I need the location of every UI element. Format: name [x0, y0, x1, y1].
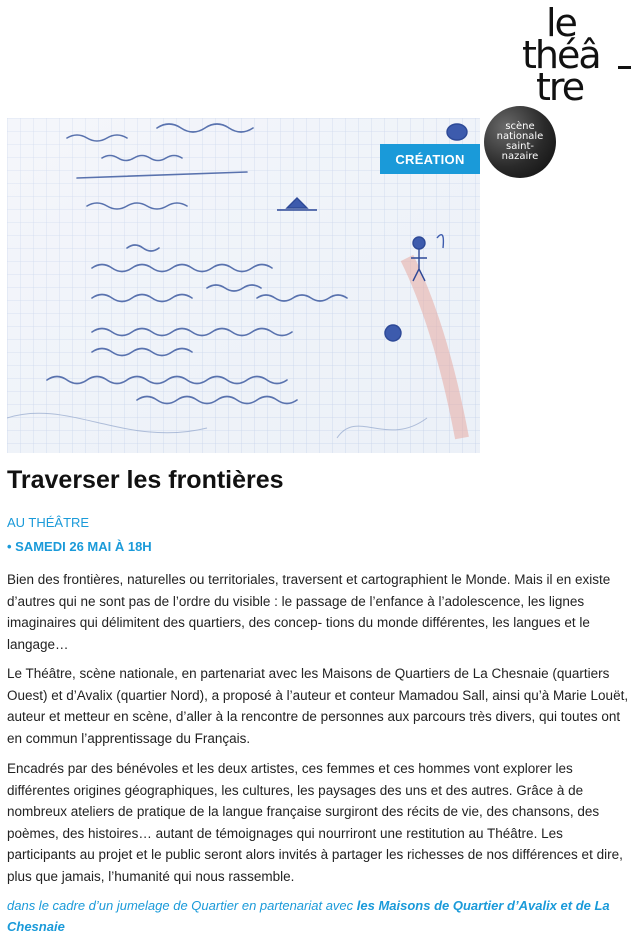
theatre-logo[interactable]	[518, 1, 637, 124]
badge-line-2: nationale	[496, 131, 544, 142]
logo-line-1: le	[546, 1, 576, 45]
article-paragraph-3: Encadrés par des bénévoles et les deux artistes, ces femmes et ces hommes vont explorer les différentes origines géographiques, les cultures, les paysages des uns et des autres. Grâce à de nombreux ateliers de pratique de la langue française surgiront des récits de vie, des chansons, des poèmes, des histoires… autant de témoignages qui nourriront une restitution au Théâtre. Les participants au projet et le public seront alors invités à partager les richesses de nos différences et dire, plus que jamais, l’humanité qui nous rassemble.	[7, 761, 623, 884]
partnership-note	[7, 895, 635, 937]
logo-line-3: tre	[536, 65, 584, 109]
scene-nationale-badge	[484, 106, 556, 178]
badge-line-4: nazaire	[501, 151, 539, 162]
article-title: Traverser les frontières	[7, 466, 284, 494]
article-paragraph-2: Le Théâtre, scène nationale, en partenariat avec les Maisons de Quartiers de La Chesnaie (quartiers Ouest) et d’Avalix (quartier Nord), a proposé à l’auteur et conteur Mamadou Sall, ainsi qu’à Marie Louët, auteur et metteur en scène, d’aller à la rencontre de personnes aux parcours très divers, qui toutes ont en commun l’apprentissage du Français.	[7, 666, 629, 746]
event-date: • SAMEDI 26 MAI À 18H	[7, 539, 152, 554]
partnership-prefix: dans le cadre d’un jumelage de Quartier en partenariat avec	[7, 898, 357, 913]
logo-line-2: théâ	[522, 33, 600, 77]
badge-line-3: saint-	[506, 141, 534, 152]
venue-label: AU THÉÂTRE	[7, 515, 90, 530]
creation-tag: CRÉATION	[380, 144, 480, 174]
logo-dash	[618, 66, 631, 69]
partnership-link[interactable]: les Maisons de Quartier d’Avalix et de La Chesnaie	[7, 898, 610, 934]
badge-line-1: scène	[505, 121, 535, 132]
article-paragraph-1: Bien des frontières, naturelles ou territoriales, traversent et cartographient le Monde. Mais il en existe d’autres qui ne sont pas de l’ordre du visible : le passage de l’enfance à l’adolescence, les lignes imaginaires qui délimitent des quartiers, des concep- tions du monde différentes, les langues et le langage…	[7, 572, 611, 652]
